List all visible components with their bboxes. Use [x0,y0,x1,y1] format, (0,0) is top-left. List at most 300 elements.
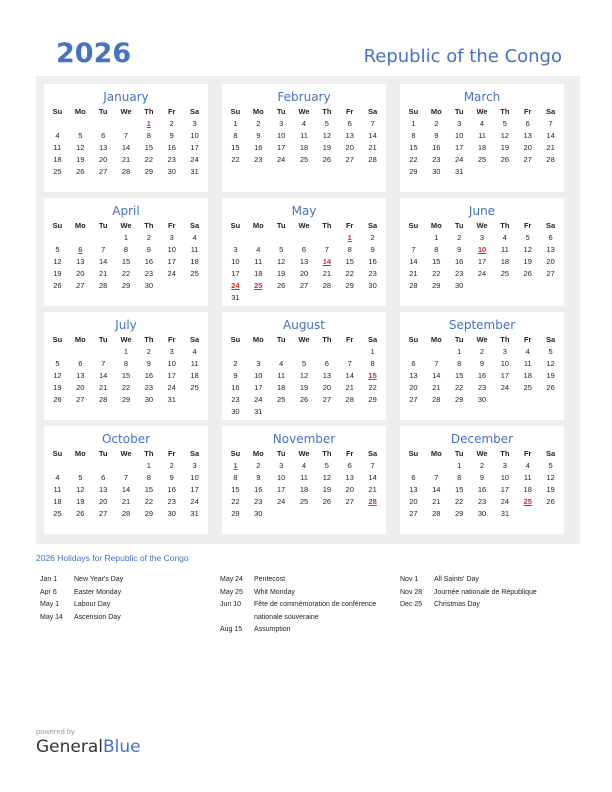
day-cell: 20 [299,269,309,278]
day-cell: 10 [190,473,199,482]
weekday-label: Su [408,449,419,458]
day-cell: 4 [301,461,307,470]
day-cell: 19 [500,143,510,152]
holiday-item [40,612,204,625]
empty-cell [247,346,270,358]
holiday-name: Christmas Day [434,601,480,608]
day-cell: 3 [279,461,284,470]
day-cell: 25 [500,269,510,278]
week-row [400,382,564,394]
day-cell: 8 [146,131,151,140]
week-row [222,508,386,520]
day-cell: 13 [523,131,532,140]
day-cell: 17 [276,485,286,494]
empty-cell [92,346,115,358]
day-cell: 9 [370,245,375,254]
day-cell: 30 [231,407,240,416]
day-cell: 20 [76,383,85,392]
day-cell: 18 [477,143,487,152]
holiday-item [400,574,564,587]
day-cell: 15 [121,257,131,266]
day-cell: 6 [301,245,307,254]
empty-cell [516,166,539,178]
day-cell: 25 [53,509,62,518]
empty-cell [224,232,247,244]
day-cell: 13 [98,485,108,494]
day-cell: 15 [432,257,441,266]
weekday-label: Sa [189,335,200,344]
day-cell: 23 [368,269,377,278]
day-cell: 3 [192,119,197,128]
day-cell: 8 [233,473,238,482]
day-cell: 21 [121,155,131,164]
day-cell: 29 [231,509,240,518]
weekday-label: Fr [523,221,532,230]
week-row [222,244,386,256]
day-cell: 25 [190,269,199,278]
month-february [222,84,386,192]
month-name: August [283,318,325,332]
day-cell: 13 [76,257,85,266]
weekday-label: Su [230,335,241,344]
day-cell: 3 [479,233,485,242]
month-december [400,426,564,534]
day-cell: 18 [523,485,532,494]
weekday-label: Mo [74,107,86,116]
day-cell: 14 [121,143,131,152]
day-cell: 5 [55,359,60,368]
week-row [222,154,386,166]
week-row [44,370,208,382]
holiday-date: Jan 1 [40,576,58,583]
day-cell: 15 [345,257,354,266]
weekday-label: We [120,107,132,116]
day-cell: 1 [457,461,462,470]
week-row [44,280,208,292]
day-cell: 11 [53,143,62,152]
holiday-item [220,587,384,600]
weekday-label: Sa [367,449,378,458]
day-cell: 17 [167,257,176,266]
month-name: June [468,204,496,218]
day-cell: 25 [53,167,62,176]
empty-cell [361,406,384,418]
day-cell: 24 [477,269,487,278]
empty-cell [270,292,293,304]
week-row [44,154,208,166]
day-cell: 2 [146,347,151,356]
day-cell: 29 [144,509,154,518]
day-cell: 4 [502,233,507,242]
day-cell: 10 [190,131,199,140]
day-cell: 9 [479,473,485,482]
weekday-label: Mo [430,449,442,458]
day-cell: 9 [457,245,462,254]
day-cell: 12 [500,131,510,140]
day-cell: 24 [276,497,286,506]
month-march [400,84,564,192]
month-april [44,198,208,306]
day-cell: 9 [256,473,261,482]
day-cell: 2 [169,119,174,128]
empty-cell [92,118,115,130]
day-cell: 3 [169,233,174,242]
day-cell: 31 [254,407,263,416]
day-cell: 28 [98,395,108,404]
day-cell: 3 [502,461,507,470]
weekday-label: Mo [252,221,264,230]
empty-cell [293,292,316,304]
day-cell: 16 [368,257,377,266]
day-cell: 30 [254,509,263,518]
weekday-label: Su [408,335,419,344]
day-cell: 31 [190,167,199,176]
day-cell: 12 [276,257,286,266]
day-cell: 24 [167,383,176,392]
empty-cell [338,346,361,358]
weekday-label: Tu [276,449,286,458]
day-cell: 24 [500,383,510,392]
day-cell: 18 [53,497,62,506]
week-row [222,118,386,130]
week-row [400,244,564,256]
month-october [44,426,208,534]
day-cell: 6 [347,461,352,470]
day-cell: 6 [525,119,530,128]
month-may [222,198,386,306]
day-cell: 11 [53,485,62,494]
day-cell: 23 [432,155,441,164]
day-cell: 17 [500,371,510,380]
week-row [222,472,386,484]
day-cell: 27 [409,509,418,518]
empty-cell [338,406,361,418]
empty-cell [270,508,293,520]
weekday-header [400,333,564,346]
day-cell: 16 [254,485,263,494]
day-cell: 6 [78,359,83,368]
weekday-label: Sa [367,335,378,344]
day-cell: 16 [231,383,240,392]
day-cell: 8 [233,131,238,140]
day-cell: 24 [190,497,199,506]
weekday-label: We [120,221,132,230]
day-cell: 4 [525,461,530,470]
weekday-label: Tu [98,335,108,344]
holiday-item [220,599,384,624]
day-cell: 30 [477,509,487,518]
day-cell: 27 [76,281,85,290]
day-cell: 17 [167,371,176,380]
empty-cell [338,292,361,304]
weekday-label: Mo [430,107,442,116]
weekday-label: We [120,449,132,458]
day-cell: 24 [167,269,176,278]
holiday-date: May 14 [40,613,63,621]
week-row [44,130,208,142]
holiday-column [40,574,204,624]
holiday-date: Apr 6 [40,588,57,596]
weekday-label: Sa [545,221,556,230]
day-cell: 4 [479,119,485,128]
holiday-name: Pentecost [254,576,286,583]
day-cell: 8 [146,473,151,482]
day-cell: 13 [345,131,354,140]
day-cell: 11 [190,245,199,254]
day-cell: 31 [231,293,240,302]
day-cell: 4 [256,245,261,254]
weekday-label: Fr [345,335,354,344]
empty-cell [160,280,183,292]
holiday-day-cell: 14 [322,257,332,266]
day-cell: 20 [345,143,354,152]
month-september [400,312,564,420]
day-cell: 27 [98,167,108,176]
weekday-label: Fr [345,449,354,458]
weekday-label: Th [144,335,154,344]
day-cell: 31 [500,509,510,518]
weekday-header [222,333,386,346]
day-cell: 19 [322,143,332,152]
day-cell: 8 [370,359,375,368]
empty-cell [115,118,138,130]
day-cell: 9 [146,359,151,368]
day-cell: 20 [322,383,332,392]
holiday-item [220,624,384,637]
day-cell: 20 [345,485,354,494]
day-cell: 6 [101,131,106,140]
day-cell: 19 [546,485,555,494]
weekday-label: Mo [74,221,86,230]
holiday-name: Easter Monday [74,588,122,596]
day-cell: 7 [370,461,375,470]
weekday-label: Fr [523,107,532,116]
empty-cell [315,292,338,304]
empty-cell [247,232,270,244]
day-cell: 17 [500,485,510,494]
day-cell: 2 [146,233,151,242]
day-cell: 30 [368,281,377,290]
day-cell: 23 [167,497,176,506]
day-cell: 28 [432,395,441,404]
weekday-label: Sa [545,107,556,116]
day-cell: 29 [454,395,464,404]
weekday-label: Fr [167,107,176,116]
day-cell: 25 [276,395,286,404]
month-november [222,426,386,534]
weekday-label: Su [52,335,63,344]
day-cell: 4 [192,347,197,356]
week-row [400,154,564,166]
weekday-label: Sa [545,449,556,458]
weekday-label: Th [322,221,332,230]
day-cell: 3 [192,461,197,470]
week-row [222,460,386,472]
day-cell: 5 [301,359,307,368]
day-cell: 10 [254,371,263,380]
weekday-label: Sa [545,335,556,344]
empty-cell [69,118,92,130]
empty-cell [471,166,494,178]
day-cell: 3 [169,347,174,356]
weekday-header [400,219,564,232]
day-cell: 7 [324,245,329,254]
day-cell: 11 [300,131,308,140]
holiday-item [400,587,564,600]
weekday-label: Th [144,449,154,458]
day-cell: 29 [454,509,464,518]
day-cell: 5 [324,461,329,470]
holiday-item [40,599,204,612]
day-cell: 21 [98,383,108,392]
day-cell: 15 [454,485,464,494]
day-cell: 13 [322,371,332,380]
day-cell: 31 [454,167,464,176]
day-cell: 11 [190,359,199,368]
holiday-date: May 25 [220,588,243,596]
day-cell: 16 [454,257,464,266]
week-row [222,496,386,508]
empty-cell [270,346,293,358]
day-cell: 22 [454,383,464,392]
holiday-column [220,574,384,637]
day-cell: 24 [254,395,263,404]
day-cell: 26 [299,395,309,404]
holiday-day-cell: 6 [78,245,83,254]
week-row [400,358,564,370]
weekday-label: Tu [454,107,464,116]
week-row [44,256,208,268]
day-cell: 12 [322,473,332,482]
weekday-label: Tu [454,221,464,230]
month-name: July [115,318,137,332]
day-cell: 27 [523,155,532,164]
empty-cell [46,460,69,472]
day-cell: 23 [231,395,240,404]
day-cell: 17 [231,269,240,278]
holiday-date: Jun 10 [220,601,242,608]
week-row [400,508,564,520]
empty-cell [293,232,316,244]
day-cell: 5 [548,347,553,356]
week-row [222,358,386,370]
weekday-label: Th [322,449,332,458]
day-cell: 27 [409,395,418,404]
empty-cell [315,346,338,358]
day-cell: 9 [146,245,151,254]
month-name: April [112,204,140,218]
holiday-day-cell: 28 [368,497,377,506]
day-cell: 18 [254,269,263,278]
day-cell: 7 [434,473,439,482]
day-cell: 12 [53,257,62,266]
day-cell: 27 [546,269,555,278]
calendar-grid [36,76,580,544]
weekday-label: Fr [523,449,532,458]
day-cell: 19 [322,485,332,494]
day-cell: 11 [300,473,308,482]
day-cell: 4 [525,347,530,356]
empty-cell [402,232,425,244]
week-row [44,118,208,130]
day-cell: 8 [457,473,462,482]
day-cell: 28 [98,281,108,290]
day-cell: 2 [256,119,261,128]
weekday-label: Fr [167,449,176,458]
day-cell: 30 [144,395,154,404]
empty-cell [338,508,361,520]
weekday-label: Mo [430,221,442,230]
day-cell: 30 [454,281,464,290]
day-cell: 12 [76,485,85,494]
week-row [400,232,564,244]
week-row [400,256,564,268]
week-row [44,346,208,358]
day-cell: 8 [411,131,416,140]
day-cell: 15 [121,371,131,380]
day-cell: 7 [123,473,129,482]
day-cell: 27 [98,509,108,518]
day-cell: 23 [477,497,487,506]
day-cell: 1 [370,347,375,356]
empty-cell [315,508,338,520]
weekday-header [44,447,208,460]
day-cell: 23 [144,383,154,392]
day-cell: 20 [523,143,532,152]
day-cell: 22 [368,383,377,392]
day-cell: 7 [434,359,439,368]
weekday-label: Tu [276,335,286,344]
day-cell: 28 [368,155,377,164]
empty-cell [293,406,316,418]
week-row [400,130,564,142]
weekday-label: We [298,449,310,458]
weekday-label: Tu [454,449,464,458]
day-cell: 15 [409,143,418,152]
holiday-day-cell: 1 [347,233,352,242]
empty-cell [425,460,448,472]
week-row [222,256,386,268]
empty-cell [539,394,562,406]
empty-cell [361,292,384,304]
day-cell: 18 [299,143,309,152]
day-cell: 12 [76,143,85,152]
day-cell: 7 [101,359,106,368]
day-cell: 2 [479,347,485,356]
day-cell: 25 [477,155,487,164]
day-cell: 24 [190,155,199,164]
holiday-day-cell: 15 [368,371,377,380]
day-cell: 15 [231,143,240,152]
day-cell: 5 [78,131,83,140]
day-cell: 22 [144,155,154,164]
day-cell: 11 [254,257,263,266]
day-cell: 23 [254,497,263,506]
empty-cell [493,280,516,292]
holiday-name: All Saints' Day [434,576,479,583]
holidays-title: 2026 Holidays for Republic of the Congo [36,553,189,563]
day-cell: 29 [368,395,377,404]
weekday-label: Th [500,335,510,344]
weekday-label: Tu [98,107,108,116]
day-cell: 10 [276,131,286,140]
day-cell: 19 [76,497,85,506]
day-cell: 30 [167,509,176,518]
day-cell: 18 [523,371,532,380]
day-cell: 16 [477,371,487,380]
day-cell: 22 [345,269,354,278]
empty-cell [92,232,115,244]
